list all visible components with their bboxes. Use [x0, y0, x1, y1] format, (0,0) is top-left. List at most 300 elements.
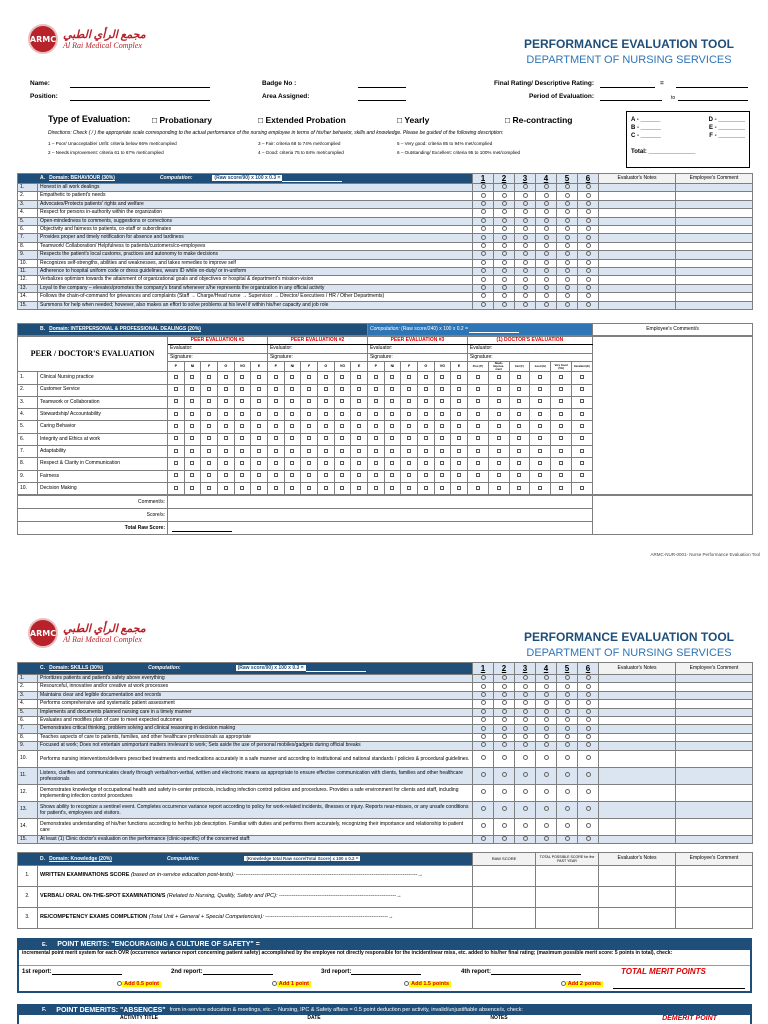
rating-checkbox[interactable] [224, 399, 228, 403]
rating-checkbox[interactable] [476, 436, 480, 440]
rating-checkbox[interactable] [357, 436, 361, 440]
employee-comment-field[interactable] [676, 276, 753, 284]
rating-radio[interactable] [523, 251, 528, 256]
rating-radio[interactable] [544, 218, 549, 223]
rating-checkbox[interactable] [538, 436, 542, 440]
rating-checkbox[interactable] [240, 486, 244, 490]
rating-checkbox[interactable] [274, 424, 278, 428]
signature-field[interactable]: Signature: [467, 353, 592, 361]
rating-checkbox[interactable] [476, 449, 480, 453]
rating-checkbox[interactable] [517, 449, 521, 453]
rating-checkbox[interactable] [274, 436, 278, 440]
rating-checkbox[interactable] [257, 449, 261, 453]
rating-checkbox[interactable] [307, 375, 311, 379]
employee-comment-field[interactable] [676, 226, 753, 234]
rating-checkbox[interactable] [274, 412, 278, 416]
rating-checkbox[interactable] [559, 449, 563, 453]
rating-checkbox[interactable] [497, 399, 501, 403]
rating-checkbox[interactable] [517, 387, 521, 391]
badge-field[interactable] [358, 81, 406, 88]
rating-radio[interactable] [586, 692, 591, 697]
rating-checkbox[interactable] [240, 399, 244, 403]
employee-comment-field[interactable] [676, 700, 753, 708]
rating-radio[interactable] [502, 209, 507, 214]
rating-checkbox[interactable] [224, 436, 228, 440]
rating-checkbox[interactable] [538, 375, 542, 379]
rating-radio[interactable] [481, 235, 486, 240]
rating-radio[interactable] [586, 285, 591, 290]
rating-radio[interactable] [502, 218, 507, 223]
rating-checkbox[interactable] [476, 424, 480, 428]
rating-checkbox[interactable] [440, 424, 444, 428]
rating-radio[interactable] [523, 726, 528, 731]
rating-checkbox[interactable] [307, 412, 311, 416]
rating-radio[interactable] [565, 675, 570, 680]
rating-radio[interactable] [502, 184, 507, 189]
rating-radio[interactable] [481, 700, 486, 705]
rating-checkbox[interactable] [517, 375, 521, 379]
merit-radio[interactable] [272, 981, 277, 986]
signature-field[interactable]: Signature: [168, 353, 268, 361]
rating-radio[interactable] [586, 201, 591, 206]
rating-radio[interactable] [586, 209, 591, 214]
rating-checkbox[interactable] [240, 461, 244, 465]
rating-radio[interactable] [586, 684, 591, 689]
rating-checkbox[interactable] [457, 473, 461, 477]
rating-checkbox[interactable] [207, 387, 211, 391]
rating-checkbox[interactable] [390, 486, 394, 490]
evaluator-notes-field[interactable] [599, 866, 676, 887]
rating-checkbox[interactable] [497, 473, 501, 477]
rating-radio[interactable] [481, 772, 486, 777]
rating-radio[interactable] [481, 201, 486, 206]
rating-checkbox[interactable] [240, 387, 244, 391]
rating-radio[interactable] [502, 717, 507, 722]
evaluator-notes-field[interactable] [599, 835, 676, 843]
evaluator-notes-field[interactable] [599, 691, 676, 699]
rating-checkbox[interactable] [290, 449, 294, 453]
rating-radio[interactable] [565, 268, 570, 273]
rating-radio[interactable] [502, 700, 507, 705]
rating-checkbox[interactable] [290, 486, 294, 490]
rating-checkbox[interactable] [190, 424, 194, 428]
rating-checkbox[interactable] [324, 486, 328, 490]
rating-radio[interactable] [586, 772, 591, 777]
rating-checkbox[interactable] [340, 424, 344, 428]
employee-comment-field[interactable] [676, 251, 753, 259]
rating-checkbox[interactable] [424, 461, 428, 465]
rating-radio[interactable] [523, 755, 528, 760]
rating-radio[interactable] [586, 700, 591, 705]
rating-radio[interactable] [565, 184, 570, 189]
rating-radio[interactable] [565, 755, 570, 760]
rating-checkbox[interactable] [257, 486, 261, 490]
rating-checkbox[interactable] [580, 473, 584, 477]
rating-radio[interactable] [586, 243, 591, 248]
position-field[interactable] [70, 94, 210, 101]
rating-checkbox[interactable] [240, 424, 244, 428]
rating-checkbox[interactable] [357, 424, 361, 428]
rating-radio[interactable] [586, 734, 591, 739]
rating-checkbox[interactable] [559, 436, 563, 440]
rating-radio[interactable] [586, 709, 591, 714]
rating-checkbox[interactable] [340, 449, 344, 453]
rating-radio[interactable] [544, 302, 549, 307]
rating-checkbox[interactable] [274, 473, 278, 477]
rating-checkbox[interactable] [290, 412, 294, 416]
rating-checkbox[interactable] [257, 461, 261, 465]
rating-radio[interactable] [502, 251, 507, 256]
rating-radio[interactable] [565, 700, 570, 705]
employee-comments-field[interactable] [592, 337, 752, 495]
total-merit-field[interactable] [613, 979, 745, 989]
rating-checkbox[interactable] [424, 375, 428, 379]
rating-checkbox[interactable] [290, 387, 294, 391]
rating-checkbox[interactable] [357, 412, 361, 416]
rating-radio[interactable] [502, 226, 507, 231]
rating-radio[interactable] [544, 209, 549, 214]
rating-checkbox[interactable] [424, 449, 428, 453]
rating-radio[interactable] [586, 675, 591, 680]
rating-checkbox[interactable] [240, 375, 244, 379]
rating-checkbox[interactable] [340, 473, 344, 477]
score-field[interactable] [168, 509, 593, 522]
rating-checkbox[interactable] [457, 461, 461, 465]
rating-checkbox[interactable] [290, 461, 294, 465]
rating-radio[interactable] [586, 755, 591, 760]
employee-comment-field[interactable] [676, 234, 753, 242]
rating-checkbox[interactable] [290, 399, 294, 403]
rating-radio[interactable] [565, 209, 570, 214]
rating-checkbox[interactable] [407, 387, 411, 391]
rating-radio[interactable] [565, 684, 570, 689]
evaluator-notes-field[interactable] [599, 226, 676, 234]
evaluator-notes-field[interactable] [599, 242, 676, 250]
rating-checkbox[interactable] [407, 412, 411, 416]
rating-checkbox[interactable] [307, 473, 311, 477]
rating-checkbox[interactable] [324, 461, 328, 465]
rating-checkbox[interactable] [407, 449, 411, 453]
rating-checkbox[interactable] [324, 436, 328, 440]
rating-checkbox[interactable] [424, 486, 428, 490]
rating-checkbox[interactable] [497, 387, 501, 391]
option-extended-probation[interactable]: □ Extended Probation [258, 115, 346, 125]
rating-checkbox[interactable] [407, 436, 411, 440]
evaluator-notes-field[interactable] [599, 234, 676, 242]
rating-checkbox[interactable] [559, 424, 563, 428]
rating-radio[interactable] [502, 302, 507, 307]
employee-comment-field[interactable] [676, 750, 753, 767]
employee-comment-field[interactable] [676, 725, 753, 733]
rating-radio[interactable] [544, 692, 549, 697]
period-from-field[interactable] [600, 94, 662, 101]
rating-radio[interactable] [502, 235, 507, 240]
rating-checkbox[interactable] [457, 449, 461, 453]
rating-radio[interactable] [481, 226, 486, 231]
rating-checkbox[interactable] [190, 375, 194, 379]
rating-radio[interactable] [544, 717, 549, 722]
rating-radio[interactable] [544, 806, 549, 811]
rating-radio[interactable] [544, 726, 549, 731]
rating-checkbox[interactable] [224, 449, 228, 453]
employee-comment-field[interactable] [676, 242, 753, 250]
employee-comment-field[interactable] [676, 192, 753, 200]
rating-checkbox[interactable] [559, 473, 563, 477]
rating-radio[interactable] [523, 742, 528, 747]
rating-checkbox[interactable] [174, 449, 178, 453]
rating-checkbox[interactable] [497, 449, 501, 453]
rating-checkbox[interactable] [374, 375, 378, 379]
evaluator-field[interactable]: Evaluator: [267, 345, 367, 353]
rating-checkbox[interactable] [580, 399, 584, 403]
rating-radio[interactable] [481, 806, 486, 811]
employee-comment-field[interactable] [676, 293, 753, 301]
rating-checkbox[interactable] [190, 461, 194, 465]
rating-radio[interactable] [481, 277, 486, 282]
rating-checkbox[interactable] [274, 486, 278, 490]
rating-radio[interactable] [502, 789, 507, 794]
rating-radio[interactable] [586, 823, 591, 828]
rating-checkbox[interactable] [407, 375, 411, 379]
rating-checkbox[interactable] [207, 399, 211, 403]
rating-radio[interactable] [544, 184, 549, 189]
rating-checkbox[interactable] [497, 436, 501, 440]
rating-checkbox[interactable] [440, 399, 444, 403]
rating-checkbox[interactable] [374, 486, 378, 490]
rating-checkbox[interactable] [390, 424, 394, 428]
rating-radio[interactable] [502, 734, 507, 739]
rating-checkbox[interactable] [174, 399, 178, 403]
rating-checkbox[interactable] [190, 436, 194, 440]
evaluator-field[interactable]: Evaluator: [168, 345, 268, 353]
rating-checkbox[interactable] [340, 412, 344, 416]
rating-checkbox[interactable] [307, 436, 311, 440]
rating-checkbox[interactable] [240, 412, 244, 416]
evaluator-field[interactable]: Evaluator: [367, 345, 467, 353]
employee-comment-field[interactable] [676, 784, 753, 801]
rating-checkbox[interactable] [324, 387, 328, 391]
employee-comment-field[interactable] [676, 683, 753, 691]
rating-radio[interactable] [502, 260, 507, 265]
rating-checkbox[interactable] [257, 424, 261, 428]
rating-checkbox[interactable] [207, 424, 211, 428]
rating-radio[interactable] [565, 734, 570, 739]
evaluator-notes-field[interactable] [599, 259, 676, 267]
rating-checkbox[interactable] [257, 412, 261, 416]
option-probationary[interactable]: □ Probationary [152, 115, 212, 125]
rating-radio[interactable] [565, 836, 570, 841]
rating-radio[interactable] [481, 302, 486, 307]
rating-radio[interactable] [565, 692, 570, 697]
rating-radio[interactable] [502, 709, 507, 714]
employee-comment-field[interactable] [676, 200, 753, 208]
evaluator-notes-field[interactable] [599, 818, 676, 835]
rating-radio[interactable] [502, 285, 507, 290]
rating-checkbox[interactable] [357, 375, 361, 379]
rating-checkbox[interactable] [340, 436, 344, 440]
rating-radio[interactable] [544, 251, 549, 256]
rating-checkbox[interactable] [424, 473, 428, 477]
rating-checkbox[interactable] [580, 486, 584, 490]
rating-checkbox[interactable] [497, 424, 501, 428]
rating-checkbox[interactable] [580, 449, 584, 453]
rating-radio[interactable] [502, 836, 507, 841]
descriptive-rating-field[interactable] [676, 81, 748, 88]
rating-radio[interactable] [523, 806, 528, 811]
employee-comment-field[interactable] [676, 818, 753, 835]
rating-radio[interactable] [586, 302, 591, 307]
rating-checkbox[interactable] [374, 436, 378, 440]
rating-radio[interactable] [481, 692, 486, 697]
rating-checkbox[interactable] [440, 473, 444, 477]
rating-checkbox[interactable] [224, 387, 228, 391]
rating-radio[interactable] [586, 235, 591, 240]
rating-checkbox[interactable] [274, 461, 278, 465]
rating-checkbox[interactable] [538, 387, 542, 391]
evaluator-notes-field[interactable] [599, 276, 676, 284]
rating-checkbox[interactable] [274, 449, 278, 453]
rating-radio[interactable] [523, 243, 528, 248]
rating-checkbox[interactable] [580, 424, 584, 428]
rating-radio[interactable] [523, 717, 528, 722]
rating-radio[interactable] [523, 700, 528, 705]
rating-checkbox[interactable] [476, 412, 480, 416]
rating-checkbox[interactable] [440, 436, 444, 440]
raw-score-field[interactable] [473, 887, 536, 908]
rating-checkbox[interactable] [580, 375, 584, 379]
rating-checkbox[interactable] [517, 486, 521, 490]
rating-checkbox[interactable] [324, 473, 328, 477]
rating-checkbox[interactable] [580, 412, 584, 416]
rating-radio[interactable] [502, 193, 507, 198]
rating-checkbox[interactable] [174, 461, 178, 465]
rating-radio[interactable] [565, 243, 570, 248]
evaluator-notes-field[interactable] [599, 887, 676, 908]
rating-checkbox[interactable] [174, 387, 178, 391]
evaluator-notes-field[interactable] [599, 675, 676, 683]
rating-radio[interactable] [523, 209, 528, 214]
rating-checkbox[interactable] [390, 449, 394, 453]
rating-checkbox[interactable] [207, 449, 211, 453]
rating-radio[interactable] [544, 823, 549, 828]
rating-checkbox[interactable] [424, 436, 428, 440]
rating-radio[interactable] [481, 823, 486, 828]
rating-checkbox[interactable] [257, 473, 261, 477]
rating-checkbox[interactable] [390, 461, 394, 465]
rating-radio[interactable] [586, 184, 591, 189]
rating-checkbox[interactable] [274, 399, 278, 403]
rating-checkbox[interactable] [374, 424, 378, 428]
employee-comment-field[interactable] [676, 767, 753, 784]
rating-checkbox[interactable] [457, 399, 461, 403]
evaluator-notes-field[interactable] [599, 268, 676, 276]
rating-checkbox[interactable] [190, 473, 194, 477]
evaluator-field[interactable]: Evaluator: [467, 345, 592, 353]
rating-radio[interactable] [523, 193, 528, 198]
employee-comments-field[interactable] [593, 496, 753, 535]
rating-checkbox[interactable] [357, 387, 361, 391]
rating-radio[interactable] [544, 260, 549, 265]
raw-score-field[interactable] [473, 866, 536, 887]
rating-radio[interactable] [544, 285, 549, 290]
rating-checkbox[interactable] [580, 387, 584, 391]
rating-radio[interactable] [586, 218, 591, 223]
rating-radio[interactable] [565, 201, 570, 206]
rating-checkbox[interactable] [190, 412, 194, 416]
rating-radio[interactable] [586, 226, 591, 231]
rating-checkbox[interactable] [440, 387, 444, 391]
rating-radio[interactable] [523, 789, 528, 794]
rating-checkbox[interactable] [538, 424, 542, 428]
rating-radio[interactable] [565, 709, 570, 714]
rating-checkbox[interactable] [440, 461, 444, 465]
employee-comment-field[interactable] [676, 733, 753, 741]
rating-radio[interactable] [544, 709, 549, 714]
rating-checkbox[interactable] [457, 412, 461, 416]
rating-radio[interactable] [481, 285, 486, 290]
rating-checkbox[interactable] [174, 375, 178, 379]
employee-comment-field[interactable] [676, 284, 753, 292]
rating-radio[interactable] [502, 742, 507, 747]
rating-checkbox[interactable] [257, 387, 261, 391]
rating-checkbox[interactable] [390, 412, 394, 416]
rating-checkbox[interactable] [407, 424, 411, 428]
evaluator-notes-field[interactable] [599, 750, 676, 767]
rating-radio[interactable] [586, 742, 591, 747]
employee-comment-field[interactable] [676, 184, 753, 192]
rating-checkbox[interactable] [559, 375, 563, 379]
rating-checkbox[interactable] [424, 412, 428, 416]
evaluator-notes-field[interactable] [599, 801, 676, 818]
rating-radio[interactable] [565, 193, 570, 198]
evaluator-notes-field[interactable] [599, 725, 676, 733]
rating-radio[interactable] [586, 277, 591, 282]
option-yearly[interactable]: □ Yearly [397, 115, 430, 125]
rating-radio[interactable] [523, 836, 528, 841]
rating-checkbox[interactable] [457, 486, 461, 490]
rating-checkbox[interactable] [324, 412, 328, 416]
rating-checkbox[interactable] [390, 473, 394, 477]
rating-checkbox[interactable] [340, 461, 344, 465]
rating-radio[interactable] [523, 218, 528, 223]
rating-checkbox[interactable] [517, 461, 521, 465]
rating-checkbox[interactable] [440, 486, 444, 490]
rating-radio[interactable] [565, 277, 570, 282]
raw-score-field[interactable] [473, 908, 536, 929]
rating-checkbox[interactable] [190, 387, 194, 391]
evaluator-notes-field[interactable] [599, 742, 676, 750]
rating-radio[interactable] [544, 734, 549, 739]
rating-checkbox[interactable] [324, 449, 328, 453]
rating-radio[interactable] [502, 293, 507, 298]
rating-checkbox[interactable] [174, 424, 178, 428]
rating-radio[interactable] [565, 285, 570, 290]
rating-radio[interactable] [544, 201, 549, 206]
rating-radio[interactable] [481, 193, 486, 198]
rating-checkbox[interactable] [374, 449, 378, 453]
rating-radio[interactable] [481, 675, 486, 680]
rating-checkbox[interactable] [307, 424, 311, 428]
rating-checkbox[interactable] [307, 461, 311, 465]
rating-checkbox[interactable] [580, 461, 584, 465]
rating-checkbox[interactable] [517, 412, 521, 416]
rating-radio[interactable] [523, 184, 528, 189]
rating-radio[interactable] [523, 235, 528, 240]
rating-checkbox[interactable] [340, 486, 344, 490]
rating-radio[interactable] [481, 251, 486, 256]
employee-comment-field[interactable] [676, 675, 753, 683]
rating-radio[interactable] [523, 692, 528, 697]
